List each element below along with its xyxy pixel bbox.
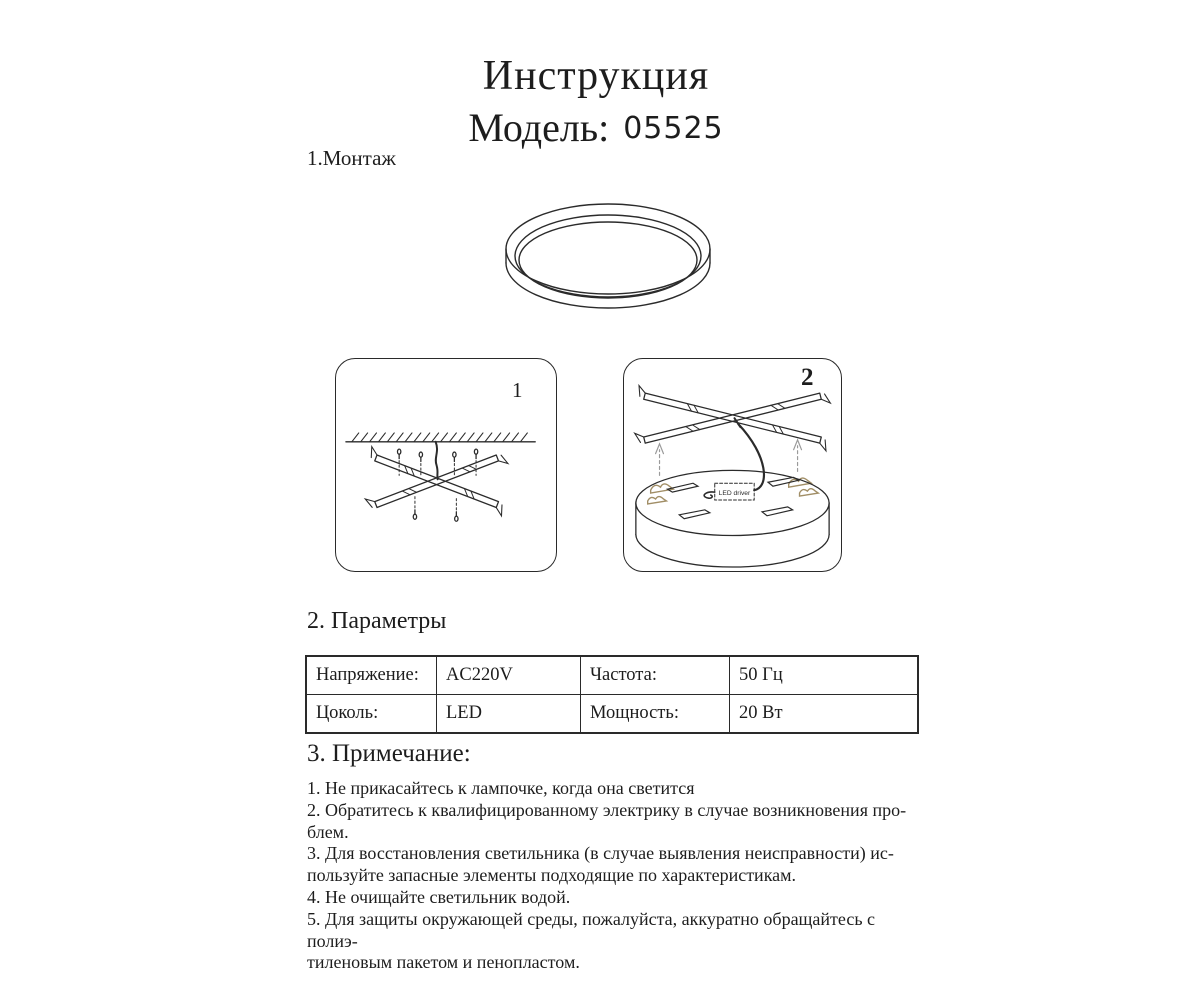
section-heading-montage: 1.Монтаж [307, 146, 396, 170]
parameters-table [305, 655, 919, 734]
ceiling-lamp-drawing [478, 192, 738, 337]
note-line: 2. Обратитесь к квалифицированному электрику в случае возникновения про- [307, 799, 907, 820]
model-number: 05525 [623, 111, 724, 146]
param-name-cell: Мощность: [581, 695, 730, 734]
note-line: блем. [307, 821, 349, 842]
table-row [306, 695, 918, 734]
note-line: 3. Для восстановления светильника (в случае выявления неисправности) ис- [307, 843, 894, 864]
param-name-cell: Напряжение: [306, 656, 437, 695]
figure1-number-label: 1 [512, 378, 523, 402]
param-value-cell: 20 Вт [730, 695, 919, 734]
section-heading-notes: 3. Примечание: [307, 740, 471, 767]
note-line: пользуйте запасные элементы подходящие по характеристикам. [307, 865, 797, 886]
document-title: Инструкция [482, 53, 710, 99]
param-value-cell: 50 Гц [730, 656, 919, 695]
section-heading-parameters: 2. Параметры [307, 608, 447, 634]
param-value-cell: LED [437, 695, 581, 734]
note-line: 5. Для защиты окружающей среды, пожалуйста, аккуратно обращайтесь с полиэ- [307, 908, 876, 951]
note-line: 1. Не прикасайтесь к лампочке, когда она светится [307, 778, 695, 798]
param-value-cell: AC220V [437, 656, 581, 695]
table-row [306, 656, 918, 695]
param-name-cell: Частота: [581, 656, 730, 695]
notes-list [307, 778, 927, 974]
led-driver-label: LED driver [718, 490, 751, 498]
param-name-cell: Цоколь: [306, 695, 437, 734]
figure2-number-label: 2 [801, 364, 814, 391]
note-line: 4. Не очищайте светильник водой. [307, 886, 571, 907]
model-label: Модель: [468, 105, 610, 150]
ceiling-lamp-figure [478, 192, 738, 337]
note-line: тиленовым пакетом и пенопластом. [307, 952, 580, 973]
model-line [0, 104, 1192, 151]
figure-box-1 [335, 358, 557, 572]
